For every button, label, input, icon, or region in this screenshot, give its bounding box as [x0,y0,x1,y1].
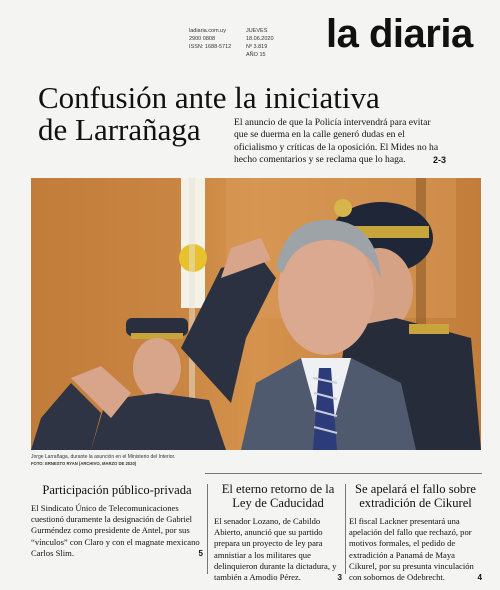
weekday-text: JUEVES [246,28,268,34]
story-1-text: El Sindicato Único de Telecomunicaciones cuestionó duramente la designación de Gabriel Gurméndez como presidente de Antel, por sus “vínculos” con Claro y con el magnate mexicano Carlos Slim. [31,503,200,558]
newspaper-logo: la diaria [326,12,473,56]
story-column-1 [31,482,203,559]
phone-text: 2900 0808 [189,36,215,42]
issue-number: Nº 3.819 [246,44,268,50]
story-1-page-ref: 5 [198,548,203,558]
story-1-title: Participación público-privada [42,483,192,497]
main-headline [38,80,380,147]
photo-credit: FOTO: ERNESTO RYAN (ARCHIVO, MARZO DE 2020) [31,460,137,466]
story-3-body [349,516,482,583]
section-divider [205,473,482,474]
story-3-page-ref: 4 [477,573,482,583]
story-2-text: El senador Lozano, de Cabildo Abierto, anunció que su partido prepara un proyecto de ley para amnistiar a los militares que delinquieron durante la dictadura, y también a Amodio Pérez. [214,516,337,583]
story-3-title: Se apelará el fallo sobre extradición de Cikurel [355,482,476,510]
photo-illustration [31,178,481,450]
story-2-title: El eterno retorno de la Ley de Caducidad [221,482,335,510]
front-page-photo [31,178,481,450]
issn-text: ISSN: 1688-5712 [189,44,232,50]
story-1-body [31,503,203,559]
column-divider-2 [345,484,346,574]
masthead [0,0,500,78]
masthead-info-right [246,27,274,59]
column-divider-1 [207,484,208,574]
year-text: AÑO 15 [246,52,266,58]
headline-line-2: de Larrañaga [38,112,201,147]
caption-text: Jorge Larrañaga, durante la asunción en el Ministerio del Interior. [31,454,176,460]
story-column-2 [214,482,342,583]
photo-caption [31,454,175,467]
main-story-lead [234,117,446,166]
date-text: 18.06.2020 [246,36,274,42]
masthead-info-left [189,27,231,51]
story-2-page-ref: 3 [337,573,342,583]
lead-text: El anuncio de que la Policía intervendrá para evitar que se duerma en la calle generó dudas en el oficialismo y críticas de la oposición. El Mides no ha hecho comentarios y se reclama que lo haga. [234,117,439,165]
headline-line-1: Confusión ante la iniciativa [38,80,380,115]
website-text: ladiaria.com.uy [189,28,226,34]
story-2-body [214,516,342,583]
story-column-3 [349,482,482,583]
story-3-text: El fiscal Lackner presentará una apelación del fallo que rechazó, por motivos formales, el pedido de extradición a Panamá de Maya Cikurel, por su presunta vinculación con sobornos de Odebrecht. [349,516,474,583]
main-story-page-ref: 2-3 [432,154,446,165]
